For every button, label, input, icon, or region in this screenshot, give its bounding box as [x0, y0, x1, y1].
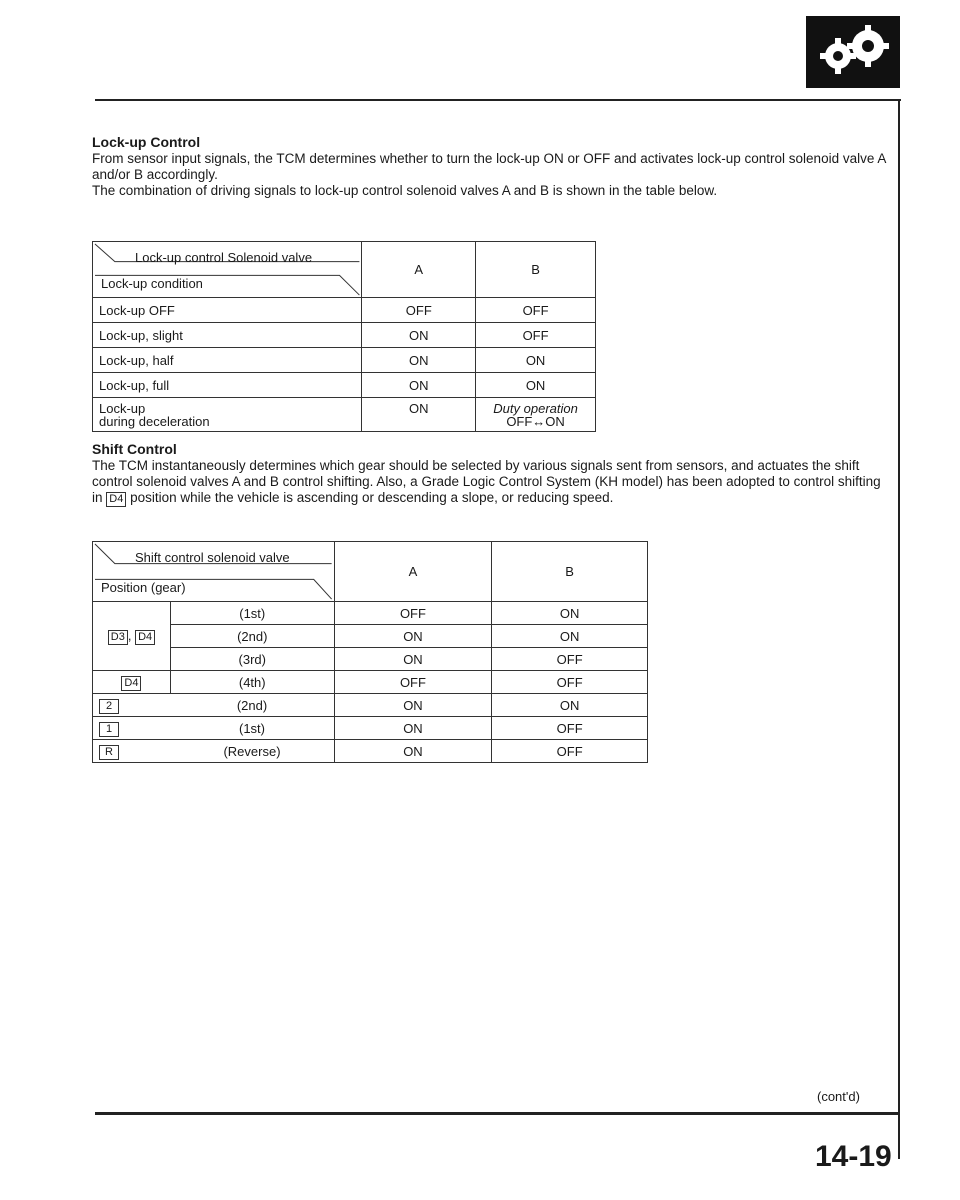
shift-a: ON — [334, 625, 492, 648]
lockup-b — [476, 398, 596, 432]
lockup-b: OFF — [476, 298, 596, 323]
right-rule — [898, 99, 900, 1159]
table-row — [93, 717, 648, 740]
shift-table — [92, 541, 648, 763]
lockup-condition — [93, 398, 362, 432]
lockup-a: ON — [362, 398, 476, 432]
shift-pos-d4 — [93, 671, 171, 694]
table-row — [93, 373, 596, 398]
lockup-b-line1: Duty operation — [493, 400, 578, 416]
shift-b: OFF — [492, 717, 648, 740]
table-row — [93, 398, 596, 432]
lockup-b-line2: OFF↔ON — [506, 413, 565, 429]
shift-b: OFF — [492, 671, 648, 694]
d4-position-badge: D4 — [106, 492, 126, 507]
lockup-header-top: Lock-up control Solenoid valve — [135, 250, 313, 265]
shift-para-part2: position while the vehicle is ascending or descending a slope, or reducing speed. — [130, 490, 614, 505]
position-r-badge: R — [99, 745, 119, 760]
shift-gear: (2nd) — [170, 625, 334, 648]
lockup-header-bottom: Lock-up condition — [101, 276, 203, 291]
table-row — [93, 323, 596, 348]
table-row — [93, 694, 648, 717]
shift-b: OFF — [492, 740, 648, 763]
table-row — [93, 740, 648, 763]
shift-b: OFF — [492, 648, 648, 671]
lockup-condition-line1: Lock-up — [99, 400, 146, 416]
shift-b: ON — [492, 694, 648, 717]
shift-a: ON — [334, 648, 492, 671]
shift-b: ON — [492, 625, 648, 648]
lockup-condition-line2: during deceleration — [99, 413, 210, 429]
d4-position-badge: D4 — [135, 630, 155, 645]
shift-gear: (4th) — [170, 671, 334, 694]
shift-a: OFF — [334, 671, 492, 694]
d4-position-badge: D4 — [121, 676, 141, 691]
shift-header-diagonal — [93, 542, 335, 602]
shift-pos-r — [93, 740, 171, 763]
d3-position-badge: D3 — [108, 630, 128, 645]
position-2-badge: 2 — [99, 699, 119, 714]
lockup-condition: Lock-up, slight — [93, 323, 362, 348]
table-row — [93, 348, 596, 373]
shift-a: ON — [334, 694, 492, 717]
shift-b: ON — [492, 602, 648, 625]
lockup-condition: Lock-up, full — [93, 373, 362, 398]
lockup-col-a: A — [362, 242, 476, 298]
shift-a: OFF — [334, 602, 492, 625]
lockup-section — [92, 134, 888, 199]
shift-section — [92, 441, 888, 507]
table-row — [93, 648, 648, 671]
continued-label: (cont'd) — [817, 1089, 860, 1104]
table-row — [93, 298, 596, 323]
table-row — [93, 625, 648, 648]
lockup-a: ON — [362, 323, 476, 348]
shift-gear: (Reverse) — [170, 740, 334, 763]
lockup-b: OFF — [476, 323, 596, 348]
lockup-header-diagonal — [93, 242, 362, 298]
gears-icon — [806, 16, 900, 88]
shift-heading: Shift Control — [92, 441, 177, 457]
shift-gear: (2nd) — [170, 694, 334, 717]
shift-pos-2 — [93, 694, 171, 717]
lockup-heading: Lock-up Control — [92, 134, 201, 150]
shift-a: ON — [334, 717, 492, 740]
shift-pos-d3-d4 — [93, 602, 171, 671]
shift-gear: (3rd) — [170, 648, 334, 671]
lockup-b: ON — [476, 348, 596, 373]
lockup-a: ON — [362, 348, 476, 373]
lockup-b: ON — [476, 373, 596, 398]
shift-pos-1 — [93, 717, 171, 740]
shift-header-bottom: Position (gear) — [101, 580, 186, 595]
lockup-para-1: From sensor input signals, the TCM determines whether to turn the lock-up ON or OFF and activates lock-up control solenoid valve A and/or B accordingly. — [92, 151, 886, 182]
lockup-condition: Lock-up, half — [93, 348, 362, 373]
lockup-table — [92, 241, 596, 432]
shift-para — [92, 458, 888, 507]
bottom-rule — [95, 1112, 900, 1115]
lockup-condition: Lock-up OFF — [93, 298, 362, 323]
shift-gear: (1st) — [170, 717, 334, 740]
shift-header-top: Shift control solenoid valve — [135, 550, 290, 565]
shift-para-part1: The TCM instantaneously determines which gear should be selected by various signals sent from sensors, and actuates the shift control solenoid valves A and B control shifting. Also, a Grade Logic Control System (KH model) has been adopted to control shifting in — [92, 458, 881, 505]
position-1-badge: 1 — [99, 722, 119, 737]
top-rule — [95, 99, 901, 101]
lockup-col-b: B — [476, 242, 596, 298]
lockup-para-2: The combination of driving signals to lock-up control solenoid valves A and B is shown in the table below. — [92, 183, 718, 198]
lockup-a: ON — [362, 373, 476, 398]
position-separator: , — [127, 627, 132, 643]
page-number: 14-19 — [815, 1140, 892, 1173]
shift-gear: (1st) — [170, 602, 334, 625]
shift-a: ON — [334, 740, 492, 763]
shift-col-a: A — [334, 542, 492, 602]
lockup-a: OFF — [362, 298, 476, 323]
table-row — [93, 671, 648, 694]
table-row — [93, 602, 648, 625]
shift-col-b: B — [492, 542, 648, 602]
